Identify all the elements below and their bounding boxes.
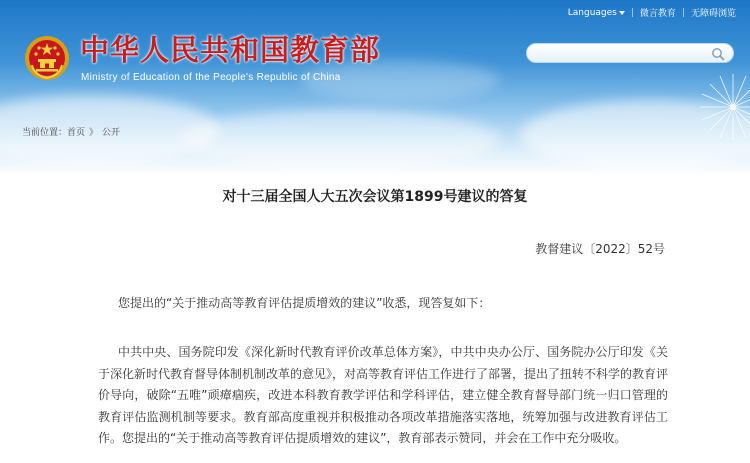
breadcrumb-prefix: 当前位置： [22, 127, 68, 137]
header-banner [0, 0, 750, 175]
languages-label: Languages [567, 7, 617, 18]
article-paragraph: 中共中央、国务院印发《深化新时代教育评价改革总体方案》，中共中央办公厅、国务院办公厅印发《关于深化新时代教育督导体制机制改革的意见》，对高等教育评估工作进行了部署，提出了扭转不科学的教育评价导向，破除“五唯”顽瘴痼疾，改进本科教育教学评估和学科评估，建立健全教育督导部门统一归口管理的教育评估监测机制等要求。教育部高度重视并积极推动各项改革措施落实落地，统筹加强与改进教育评估工作。您提出的“关于推动高等教育评估提质增效的建议”，教育部表示赞同，并会在工作中充分吸收。 [98, 345, 669, 446]
article-paragraph: 您提出的“关于推动高等教育评估提质增效的建议”收悉，现答复如下： [118, 296, 491, 310]
site-title[interactable]: 中华人民共和国教育部 [80, 33, 381, 67]
search-icon[interactable] [711, 47, 725, 61]
national-emblem-icon [24, 35, 70, 81]
search-input[interactable] [526, 43, 734, 63]
breadcrumb [22, 125, 124, 138]
accessibility-link[interactable]: 无障碍浏览 [690, 9, 736, 19]
separator: | [681, 7, 685, 18]
separator: | [630, 7, 634, 18]
breadcrumb-home[interactable]: 首页 [67, 127, 86, 137]
site-subtitle: Ministry of Education of the People's Republic of China [81, 72, 341, 83]
cloud-decoration [180, 110, 500, 170]
languages-dropdown[interactable] [568, 8, 625, 18]
chevron-down-icon [619, 11, 625, 15]
breadcrumb-separator: 》 [89, 127, 99, 137]
document-number: 教督建议〔2022〕52号 [535, 242, 665, 256]
weibo-link[interactable]: 微言教育 [639, 9, 676, 19]
top-utility-bar [568, 6, 736, 19]
breadcrumb-current[interactable]: 公开 [102, 127, 121, 137]
article-title: 对十三届全国人大五次会议第1899号建议的答复 [222, 189, 528, 205]
dandelion-decoration [698, 72, 750, 142]
